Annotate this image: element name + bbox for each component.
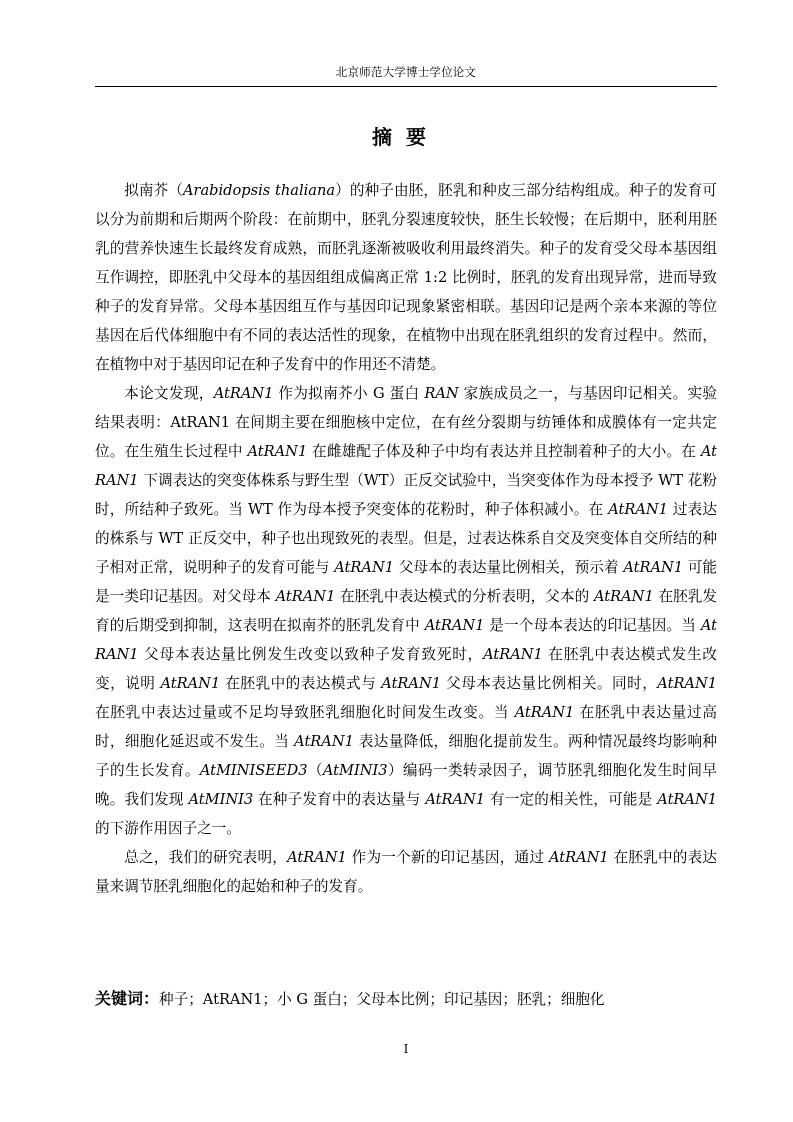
gene-name-italic: AtRAN1 bbox=[213, 385, 274, 402]
abstract-paragraph-3 bbox=[95, 843, 717, 901]
gene-name-italic: AtRAN1 bbox=[514, 704, 575, 721]
abstract-body bbox=[95, 176, 717, 901]
gene-name-italic: AtRAN1 bbox=[334, 559, 394, 576]
gene-name-italic: AtRAN1 bbox=[608, 501, 668, 518]
keywords-line bbox=[95, 987, 717, 1012]
text-run: 本论文发现， bbox=[124, 385, 214, 402]
text-run: ）的种子由胚，胚乳和种皮三部分结构组成。种子的发育可以分为前期和后期两个阶段：在前期中，胚乳分裂速度较快，胚生长较慢；在后期中，胚利用胚乳的营养快速生长最终发育成熟，而胚乳逐渐被吸收利用最终消失。种子的发育受父母本基因组互作调控，即胚乳中父母本的基因组组成偏离正常 1:2 比例时，胚乳的发育出现异常，进而导致种子的发育异常。父母本基因组互作与基因印记现象紧密相联。基因印记是两个亲本来源的等位基因在后代体细胞中有不同的表达活性的现象，在植物中出现在胚乳组织的发育过程中。然而，在植物中对于基因印记在种子发育中的作用还不清楚。 bbox=[95, 182, 717, 373]
gene-name-italic: AtRAN1 bbox=[287, 849, 347, 866]
gene-name-italic: AtMINI3 bbox=[322, 762, 388, 779]
text-run: 父母本的表达量比例相关，预示着 bbox=[394, 559, 624, 576]
text-run: 在雌雄配子体及种子中均有表达并且控制着种子的大小。在 bbox=[307, 443, 701, 460]
abstract-title: 摘要 bbox=[372, 125, 440, 149]
keywords-label: 关键词： bbox=[95, 989, 160, 1008]
text-run: 下调表达的突变体株系与野生型（WT）正反交试验中，当突变体作为母本授予 WT 花粉时，所结种子致死。当 WT 作为母本授予突变体的花粉时，种子体积减小。在 bbox=[95, 472, 717, 518]
text-run: 在胚乳中的表达模式与 bbox=[220, 675, 382, 692]
text-run: 的下游作用因子之一。 bbox=[95, 820, 241, 837]
gene-name-italic: RAN bbox=[424, 385, 459, 402]
text-run: 父母本表达量比例发生改变以致种子发育致死时， bbox=[138, 646, 484, 663]
gene-name-italic: AtMINISEED3 bbox=[199, 762, 308, 779]
gene-name-italic: AtRAN1 bbox=[95, 617, 717, 663]
page-header bbox=[95, 62, 717, 87]
gene-name-italic: AtRAN1 bbox=[623, 559, 684, 576]
text-run: 在胚乳中表达模式发生改变，说明 bbox=[95, 646, 717, 692]
text-run: 可能是一类印记基因。对父母本 bbox=[95, 559, 718, 605]
gene-name-italic: AtRAN1 bbox=[275, 588, 336, 605]
keywords-text: 种子；AtRAN1；小 G 蛋白；父母本比例；印记基因；胚乳；细胞化 bbox=[159, 991, 605, 1008]
abstract-paragraph-1 bbox=[95, 176, 717, 379]
gene-name-italic: AtRAN1 bbox=[160, 675, 221, 692]
text-run: 表达量降低，细胞化提前发生。两种情况最终均影响种子的生长发育。 bbox=[95, 733, 717, 779]
text-run: （ bbox=[307, 762, 323, 779]
header-text: 北京师范大学博士学位论文 bbox=[335, 65, 477, 79]
text-run: 总之，我们的研究表明， bbox=[124, 849, 288, 866]
text-run: 在种子发育中的表达量与 bbox=[253, 791, 426, 808]
text-run: 有一定的相关性，可能是 bbox=[485, 791, 658, 808]
gene-name-italic: AtRAN1 bbox=[657, 791, 718, 808]
gene-name-italic: AtRAN1 bbox=[247, 443, 308, 460]
text-run: 在胚乳中的表达量来调节胚乳细胞化的起始和种子的发育。 bbox=[95, 849, 717, 895]
text-run: 在胚乳中表达量过高时，细胞化延迟或不发生。当 bbox=[95, 704, 717, 750]
text-run: 是一个母本表达的印记基因。当 bbox=[484, 617, 701, 634]
gene-name-italic: AtRAN1 bbox=[95, 443, 717, 489]
gene-name-italic: AtRAN1 bbox=[657, 675, 718, 692]
gene-name-italic: AtRAN1 bbox=[548, 849, 609, 866]
text-run: 在胚乳中表达过量或不足均导致胚乳细胞化时间发生改变。当 bbox=[95, 704, 515, 721]
page-number: I bbox=[403, 1042, 409, 1056]
text-run: 父母本表达量比例相关。同时， bbox=[441, 675, 658, 692]
gene-name-italic: AtRAN1 bbox=[294, 733, 354, 750]
gene-name-italic: AtRAN1 bbox=[594, 588, 654, 605]
text-run: 在胚乳发育的后期受到抑制，这表明在拟南芥的胚乳发育中 bbox=[95, 588, 718, 634]
text-run: 在胚乳中表达模式的分析表明，父本的 bbox=[335, 588, 594, 605]
gene-name-italic: AtRAN1 bbox=[381, 675, 442, 692]
gene-name-italic: AtMINI3 bbox=[188, 791, 254, 808]
text-run: 家族成员之一，与基因印记相关。实验结果表明：AtRAN1 在间期主要在细胞核中定位，在有丝分裂期与纺锤体和成膜体有一定共定位。在生殖生长过程中 bbox=[95, 385, 718, 460]
text-run: 拟南芥（ bbox=[124, 182, 183, 199]
text-run: 过表达的株系与 WT 正反交中，种子也出现致死的表型。但是，过表达株系自交及突变体自交所结的种子相对正常，说明种子的发育可能与 bbox=[95, 501, 718, 576]
gene-name-italic: AtRAN1 bbox=[425, 791, 486, 808]
gene-name-italic: AtRAN1 bbox=[483, 646, 543, 663]
gene-name-italic: Arabidopsis thaliana bbox=[182, 182, 336, 199]
text-run: 作为一个新的印记基因，通过 bbox=[346, 849, 549, 866]
text-run: ）编码一类转录因子，调节胚乳细胞化发生时间早晚。我们发现 bbox=[95, 762, 717, 808]
gene-name-italic: AtRAN1 bbox=[424, 617, 485, 634]
abstract-paragraph-2 bbox=[95, 379, 717, 843]
text-run: 作为拟南芥小 G 蛋白 bbox=[273, 385, 425, 402]
